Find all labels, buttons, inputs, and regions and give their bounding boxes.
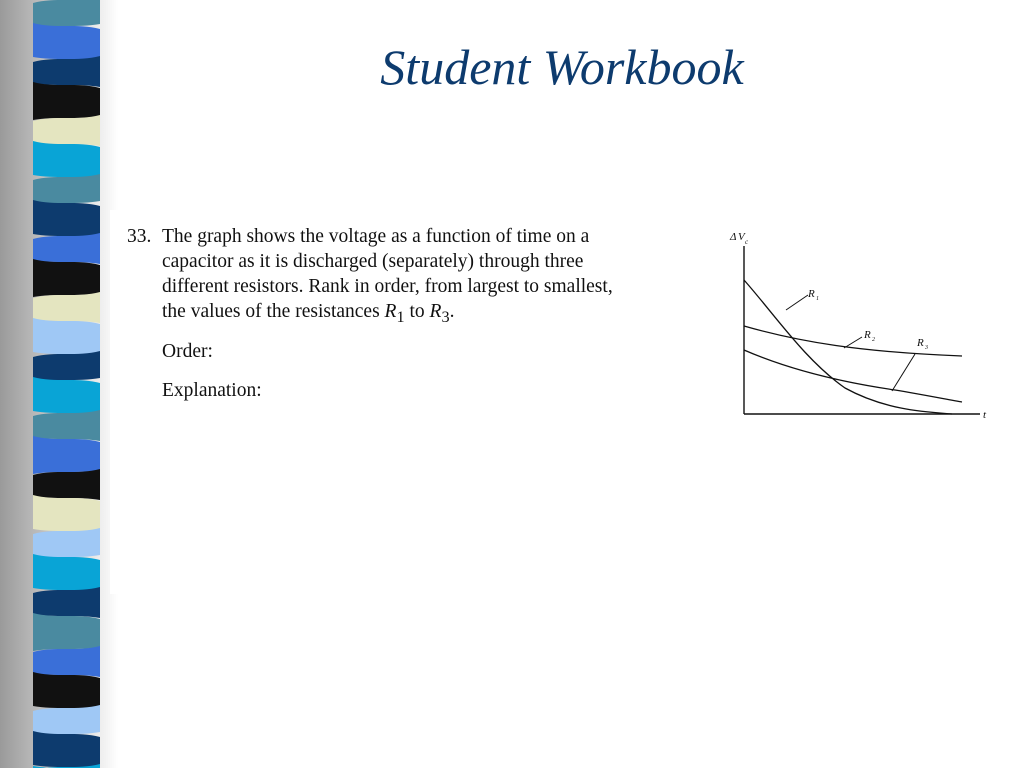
slide-title: Student Workbook — [380, 39, 744, 95]
r1-symbol: R — [384, 301, 397, 322]
r3-symbol: R — [429, 301, 442, 322]
y-axis-label-symbol: V — [738, 231, 745, 243]
r1-label-subscript: 1 — [816, 296, 819, 302]
question-line-2: capacitor as it is discharged (separately) through three — [162, 251, 584, 272]
y-axis-label-delta: Δ — [730, 231, 737, 243]
question-line-4-connector: to — [404, 301, 430, 322]
stripe-band — [33, 115, 100, 146]
r1-leader-line — [786, 295, 808, 310]
stripe-band — [33, 646, 100, 677]
question-line-4-suffix: . — [449, 301, 455, 322]
question-line-3: different resistors. Rank in order, from largest to smallest, — [162, 276, 613, 297]
question-line-1: The graph shows the voltage as a function of time on a — [162, 226, 590, 247]
curve-r3 — [744, 350, 962, 402]
r2-label-subscript: 2 — [872, 337, 875, 343]
r3-subscript: 3 — [441, 307, 450, 326]
stripe-band — [33, 613, 100, 651]
y-axis-label-subscript: c — [745, 238, 749, 246]
r3-label-subscript: 3 — [925, 345, 928, 351]
r1-subscript: 1 — [396, 307, 405, 326]
stripe-band — [33, 0, 100, 28]
stripe-graphic — [33, 0, 100, 768]
stripe-band — [33, 141, 100, 179]
stripe-band — [33, 528, 100, 559]
graph-svg — [720, 220, 1000, 590]
r2-label: R — [864, 329, 871, 341]
stripe-band — [33, 705, 100, 736]
stripe-band — [33, 200, 100, 238]
stripe-band — [33, 292, 100, 323]
curve-r2 — [744, 326, 962, 356]
stripe-band — [33, 672, 100, 710]
stripe-band — [33, 587, 100, 618]
stripe-band — [33, 174, 100, 205]
r3-label: R — [917, 337, 924, 349]
stripe-band — [33, 318, 100, 356]
stripe-band — [33, 410, 100, 441]
stripe-band — [33, 259, 100, 297]
x-axis-label: t — [983, 409, 987, 421]
decorative-stripe-bar — [33, 0, 100, 768]
stripe-band — [33, 554, 100, 592]
r1-label: R — [808, 288, 815, 300]
question-line-4-prefix: the values of the resistances — [162, 301, 385, 322]
stripe-band — [33, 469, 100, 500]
stripe-band — [33, 731, 100, 768]
question-text — [162, 224, 682, 330]
stripe-band — [33, 377, 100, 415]
r3-leader-line — [892, 354, 915, 391]
stripe-band — [33, 495, 100, 533]
stripe-band — [33, 233, 100, 264]
order-label: Order: — [162, 341, 213, 362]
stripe-band — [33, 436, 100, 474]
voltage-time-graph — [720, 220, 1000, 590]
explanation-label: Explanation: — [162, 380, 262, 401]
question-line-4 — [162, 299, 682, 330]
stripe-band — [33, 351, 100, 382]
r2-leader-line — [844, 337, 862, 348]
question-number: 33. — [127, 226, 152, 247]
